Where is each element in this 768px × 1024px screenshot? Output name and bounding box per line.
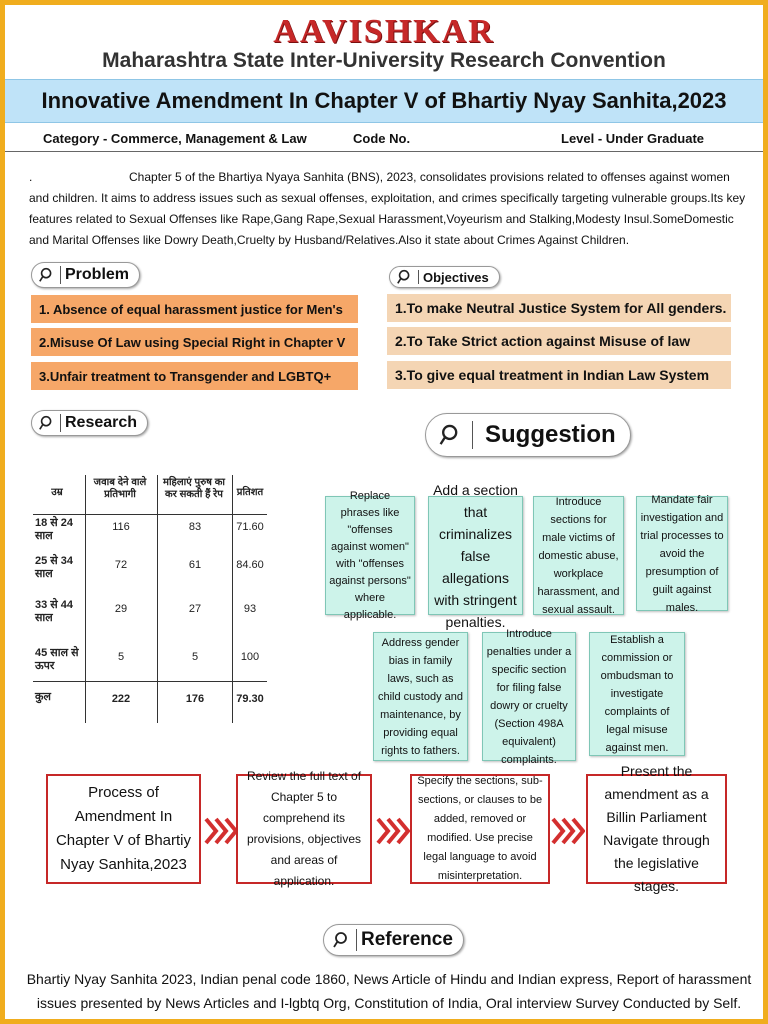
objectives-heading [389,266,500,288]
table-cell: 93 [243,603,257,615]
code-no-label: Code No. [353,131,411,146]
chevron-arrow-icon [202,813,238,849]
pill-separator [60,414,61,432]
table-cell: 71.60 [236,521,264,533]
table-cell: 116 [112,521,130,533]
table-cell-age: कुल [35,691,51,703]
table-cell: 61 [188,559,202,571]
total-divider [33,681,267,682]
process-step: Process of Amendment In Chapter V of Bhartiy Nyay Sanhita,2023 [46,774,201,884]
column-header: जवाब देने वाले प्रतिभागी [93,477,147,500]
pill-separator [60,266,61,284]
process-step: Review the full text of Chapter 5 to comprehend its provisions, objectives and areas of application. [236,774,372,884]
objective-item: 1.To make Neutral Justice System for All genders. [387,294,731,322]
table-cell-age: 33 से 44 साल [35,599,74,624]
magnifier-icon [332,930,352,950]
problem-item: 3.Unfair treatment to Transgender and LGBTQ+ [31,362,358,390]
column-divider [85,475,86,723]
column-header: उम्र [51,487,63,498]
reference-heading-label: Reference [361,929,453,950]
column-divider [157,475,158,723]
table-cell: 5 [191,651,199,663]
magnifier-icon [396,268,414,286]
reference-heading [323,924,464,956]
suggestion-card: Mandate fair investigation and trial processes to avoid the presumption of guilt against males. [636,496,728,611]
table-cell: 100 [240,651,260,663]
suggestion-card: Replace phrases like "offenses against women" with "offenses against persons" where applicable. [325,496,415,615]
intro-text: Chapter 5 of the Bhartiya Nyaya Sanhita (BNS), 2023, consolidates provisions related to offenses against women and children. It aims to address issues such as sexual offenses, exploitation, and crimes specifically targeting vulnerable groups.Its key features related to Sexual Offenses like Rape,Gang Rape,Sexual Harassment,Voyeurism and Stalking,Modesty Insul.SomeDomestic and Marital Offenses like Dowry Death,Cruelty by Husband/Relatives.Also it state about Crimes Against Children. [29,170,746,247]
pill-separator [356,929,357,951]
table-cell-age: 25 से 34 साल [35,555,74,580]
column-header: प्रतिशत [236,487,264,498]
process-step: Present the amendment as a Billin Parliament Navigate through the legislative stages. [586,774,727,884]
reference-text: Bhartiy Nyay Sanhita 2023, Indian penal code 1860, News Article of Hindu and Indian express, Report of harassment issues presented by News Articles and I-lgbtq Org, Constitution of India, Oral interview Survey Conducted by Self. [26,971,752,1011]
category-label: Category - Commerce, Management & Law [43,131,307,146]
title-band [5,79,763,123]
table-cell: 83 [188,521,202,533]
magnifier-icon [38,266,56,284]
research-heading-label: Research [65,414,138,431]
chevron-arrow-icon [374,813,410,849]
table-cell: 29 [114,603,128,615]
suggestion-heading-label: Suggestion [485,421,616,448]
suggestion-card: Establish a commission or ombudsman to investigate complaints of legal misuse against men. [589,632,685,756]
intro-dot: . [29,170,33,184]
table-cell: 84.60 [236,559,264,571]
pill-separator [418,270,419,284]
column-divider [232,475,233,723]
magnifier-icon [38,414,56,432]
problem-heading [31,262,140,288]
level-label: Level - Under Graduate [561,131,705,146]
suggestion-card: Address gender bias in family laws, such as child custody and maintenance, by providing equal rights to fathers. [373,632,468,761]
table-cell-age: 45 साल से ऊपर [35,647,79,672]
problem-heading-label: Problem [65,266,130,283]
magnifier-icon [438,422,464,448]
brand-title: AAVISHKAR [273,13,495,50]
suggestion-card: Introduce sections for male victims of domestic abuse, workplace harassment, and sexual assault. [533,496,624,615]
process-step: Specify the sections, sub-sections, or clauses to be added, removed or modified. Use precise legal language to avoid misinterpretation. [410,774,550,884]
suggestion-heading [425,413,631,457]
column-header: महिलाएं पुरुष का कर सकती हैं रेप [162,477,226,500]
table-cell: 79.30 [236,693,264,705]
chevron-arrow-icon [549,813,585,849]
problem-item: 2.Misuse Of Law using Special Right in Chapter V [31,328,358,356]
objective-item: 2.To Take Strict action against Misuse of law [387,327,731,355]
project-title: Innovative Amendment In Chapter V of Bhartiy Nyay Sanhita,2023 [41,88,727,113]
objective-item: 3.To give equal treatment in Indian Law System [387,361,731,389]
suggestion-card: Introduce penalties under a specific section for filing false dowry or cruelty (Section 498A equivalent) complaints. [482,632,576,761]
suggestion-card: Add a section that criminalizes false allegations with stringent penalties. [428,496,523,615]
research-heading [31,410,148,436]
meta-row [5,126,763,152]
problem-item: 1. Absence of equal harassment justice for Men's [31,295,358,323]
objectives-heading-label: Objectives [423,269,489,285]
pill-separator [472,421,473,449]
convention-subtitle: Maharashtra State Inter-University Research Convention [102,49,666,72]
table-cell: 72 [114,559,128,571]
intro-paragraph [29,167,753,251]
table-cell: 5 [117,651,125,663]
table-cell: 222 [111,693,131,705]
table-cell: 27 [188,603,202,615]
table-cell-age: 18 से 24 साल [35,517,74,542]
table-cell: 176 [185,693,205,705]
